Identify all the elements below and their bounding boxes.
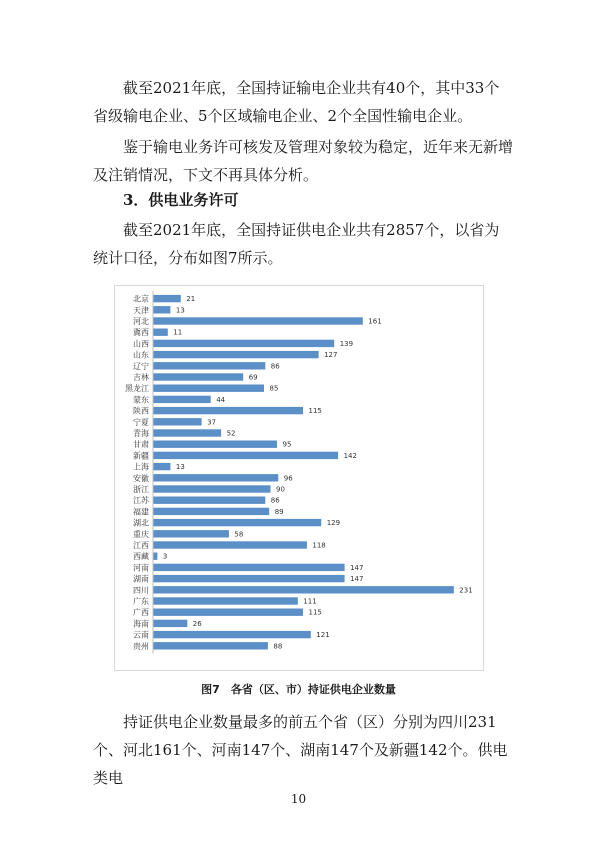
category-label: 蒙东 <box>133 395 149 405</box>
bar <box>154 575 345 582</box>
bar <box>154 620 188 627</box>
category-label: 安徽 <box>133 473 149 483</box>
value-label: 161 <box>368 317 382 326</box>
value-label: 121 <box>316 631 330 640</box>
bar <box>154 373 244 380</box>
bar <box>154 317 363 324</box>
bar <box>154 642 268 649</box>
category-label: 甘肃 <box>133 440 149 450</box>
value-label: 118 <box>312 541 326 550</box>
bar <box>154 306 171 313</box>
value-label: 13 <box>175 463 185 472</box>
bar <box>154 597 298 604</box>
value-label: 89 <box>274 507 284 516</box>
category-label: 广东 <box>133 597 149 606</box>
category-label: 宁夏 <box>133 417 149 427</box>
value-label: 13 <box>175 306 185 315</box>
value-label: 85 <box>269 384 279 393</box>
bar <box>154 553 158 560</box>
category-label: 上海 <box>133 462 149 472</box>
category-label: 浙江 <box>133 485 149 494</box>
bar <box>154 463 171 470</box>
category-label: 江苏 <box>133 496 149 506</box>
value-label: 127 <box>324 351 338 360</box>
category-label: 山东 <box>133 350 149 360</box>
bar <box>154 340 335 347</box>
value-label: 115 <box>308 608 322 617</box>
category-label: 海南 <box>133 619 149 629</box>
figure-caption: 图7 各省（区、市）持证供电企业数量 <box>201 683 396 696</box>
category-label: 新疆 <box>133 451 149 461</box>
category-label: 贵州 <box>133 641 149 651</box>
value-label: 3 <box>162 552 168 561</box>
category-label: 河南 <box>133 563 149 573</box>
bar <box>154 441 278 448</box>
category-label: 山西 <box>133 339 149 349</box>
category-label: 河北 <box>133 317 149 326</box>
bar <box>154 609 304 616</box>
bar <box>154 508 270 515</box>
category-label: 福建 <box>133 507 149 517</box>
bar <box>154 329 168 336</box>
bar <box>154 385 265 392</box>
category-label: 青海 <box>133 429 149 438</box>
bar <box>154 485 271 492</box>
category-label: 陕西 <box>133 406 149 416</box>
value-label: 21 <box>186 295 196 304</box>
bar <box>154 519 322 526</box>
value-label: 90 <box>276 485 285 494</box>
value-label: 37 <box>207 418 217 427</box>
category-label: 天津 <box>133 305 149 315</box>
value-label: 139 <box>339 339 354 348</box>
value-label: 86 <box>270 496 280 505</box>
category-label: 江西 <box>133 541 149 550</box>
value-label: 26 <box>192 619 202 628</box>
category-label: 黑龙江 <box>125 384 149 394</box>
category-label: 西藏 <box>133 552 149 562</box>
bar <box>154 530 229 537</box>
value-label: 147 <box>350 563 364 572</box>
value-label: 52 <box>226 429 236 438</box>
bar <box>154 396 211 403</box>
chart-figure-7 <box>114 285 484 671</box>
value-label: 115 <box>308 407 322 416</box>
value-label: 88 <box>273 642 283 651</box>
bar <box>154 497 266 504</box>
paragraph-transmission-count: 截至2021年底，全国持证输电企业共有40个，其中33个省级输电企业、5个区域输电企业、2个全国性输电企业。 <box>93 79 500 125</box>
bar <box>154 586 454 593</box>
paragraph-supply-count: 截至2021年底，全国持证供电企业共有2857个，以省为统计口径，分布如图7所示。 <box>93 221 500 267</box>
bar <box>154 452 339 459</box>
bar <box>154 418 202 425</box>
value-label: 69 <box>248 373 258 382</box>
value-label: 129 <box>326 519 341 528</box>
category-label: 辽宁 <box>133 361 149 371</box>
value-label: 111 <box>303 597 317 606</box>
category-label: 四川 <box>133 585 149 595</box>
category-label: 湖北 <box>133 518 149 528</box>
bar <box>154 295 181 302</box>
bar <box>154 429 222 436</box>
bar <box>154 407 304 414</box>
value-label: 86 <box>270 362 280 371</box>
category-label: 北京 <box>133 294 149 304</box>
bar-chart <box>115 286 483 670</box>
bar <box>154 564 345 571</box>
value-label: 142 <box>343 451 357 460</box>
category-label: 吉林 <box>133 373 149 382</box>
paragraph-transmission-note: 鉴于输电业务许可核发及管理对象较为稳定，近年来无新增及注销情况，下文不再具体分析。 <box>93 138 514 184</box>
category-label: 重庆 <box>133 529 149 539</box>
value-label: 11 <box>173 328 183 337</box>
bar <box>154 631 311 638</box>
value-label: 58 <box>234 530 244 539</box>
category-label: 湖南 <box>133 574 149 584</box>
value-label: 95 <box>282 440 292 449</box>
value-label: 96 <box>283 474 293 483</box>
paragraph-top-five: 持证供电企业数量最多的前五个省（区）分别为四川231个、河北161个、河南147个、湖南147个及新疆142个。供电类电 <box>93 713 508 787</box>
category-label: 云南 <box>133 630 149 640</box>
value-label: 44 <box>216 395 226 404</box>
bar <box>154 474 279 481</box>
category-label: 冀西 <box>133 328 149 338</box>
value-label: 147 <box>350 575 364 584</box>
bar <box>154 351 319 358</box>
bar <box>154 362 266 369</box>
value-label: 231 <box>459 586 473 595</box>
bar <box>154 541 307 548</box>
category-label: 广西 <box>133 608 149 618</box>
page-number: 10 <box>290 792 307 806</box>
section-heading: 3．供电业务许可 <box>123 191 239 209</box>
